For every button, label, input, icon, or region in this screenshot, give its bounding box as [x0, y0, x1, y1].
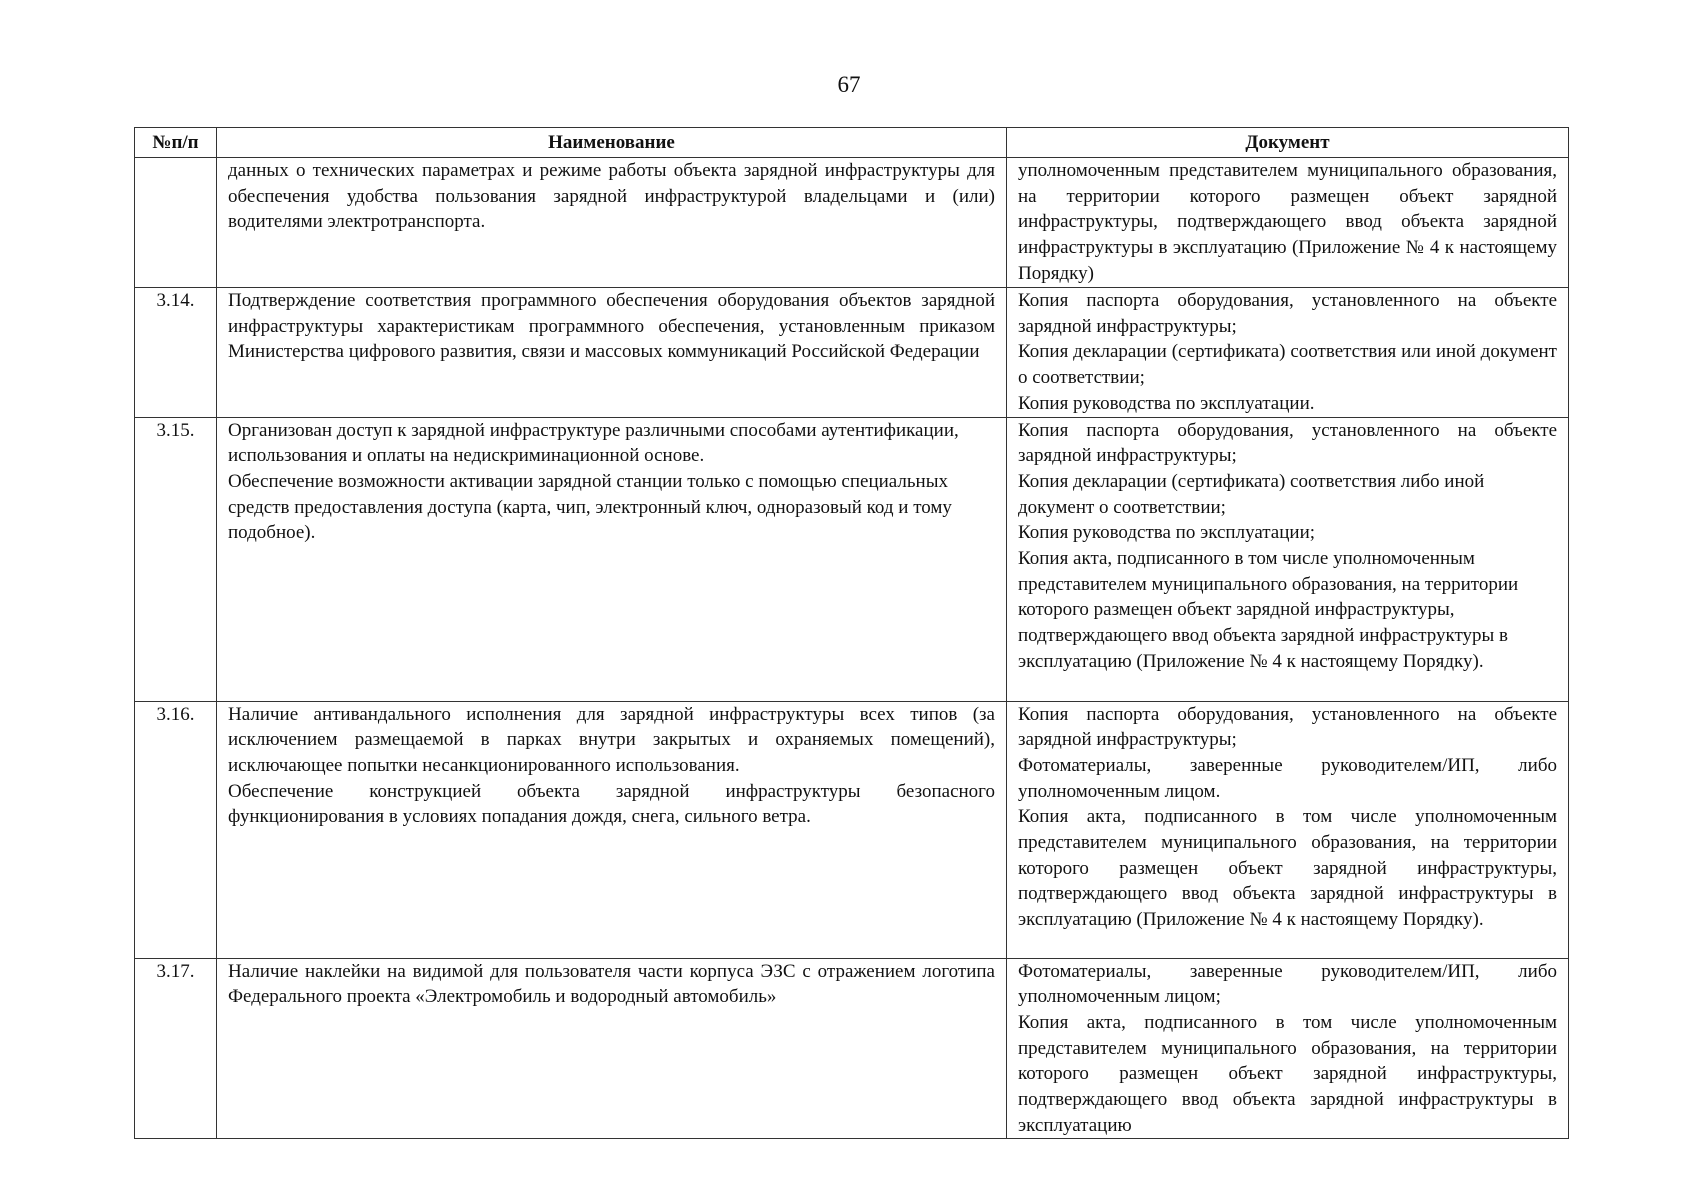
row-document-paragraph: Копия акта, подписанного в том числе уполномоченным представителем муниципального образования, на территории которого размещен объект зарядной инфраструктуры, подтверждающего ввод объекта зарядной инфраструктуры в эксплуатацию (Приложение № 4 к настоящему Порядку).: [1018, 548, 1519, 672]
table-row: [135, 417, 1569, 701]
row-name: [217, 288, 1007, 418]
row-name: [217, 158, 1007, 288]
page-number: 67: [837, 72, 861, 97]
row-name: [217, 701, 1007, 958]
row-name-paragraph: Подтверждение соответствия программного обеспечения оборудования объектов зарядной инфраструктуры характеристикам программного обеспечения, установленным приказом Министерства цифрового развития, связи и массовых коммуникаций Российской Федерации: [228, 290, 995, 363]
row-name: [217, 958, 1007, 1139]
row-document-paragraph: уполномоченным представителем муниципального образования, на территории которого размещен объект зарядной инфраструктуры, подтверждающего ввод объекта зарядной инфраструктуры в эксплуатацию (Приложение № 4 к настоящему Порядку): [1018, 160, 1557, 284]
row-name-paragraph: данных о технических параметрах и режиме работы объекта зарядной инфраструктуры для обеспечения удобства пользования зарядной инфраструктурой владельцами и (или) водителями электротранспорта.: [228, 160, 995, 233]
row-document-paragraph: Фотоматериалы, заверенные руководителем/ИП, либо уполномоченным лицом.: [1018, 754, 1557, 802]
row-document-paragraph: Копия паспорта оборудования, установленного на объекте зарядной инфраструктуры;: [1018, 419, 1557, 467]
row-number: 3.16.: [135, 701, 217, 958]
requirements-table: [134, 127, 1569, 1139]
row-number: 3.15.: [135, 417, 217, 701]
row-document-paragraph: Копия акта, подписанного в том числе уполномоченным представителем муниципального образования, на территории которого размещен объект зарядной инфраструктуры, подтверждающего ввод объекта зарядной инфраструктуры в эксплуатацию: [1018, 1011, 1557, 1136]
row-document: [1007, 958, 1569, 1139]
table-row: [135, 158, 1569, 288]
row-document-paragraph: Копия паспорта оборудования, установленного на объекте зарядной инфраструктуры;: [1018, 703, 1557, 751]
row-name-paragraph: Наличие наклейки на видимой для пользователя части корпуса ЭЗС с отражением логотипа Федерального проекта «Электромобиль и водородный автомобиль»: [228, 960, 995, 1008]
row-document-paragraph: Фотоматериалы, заверенные руководителем/ИП, либо уполномоченным лицом;: [1018, 960, 1557, 1008]
row-name-paragraph: Наличие антивандального исполнения для зарядной инфраструктуры всех типов (за исключением размещаемой в парках внутри закрытых и охраняемых помещений), исключающее попытки несанкционированного использования.: [228, 703, 995, 776]
row-document-paragraph: Копия руководства по эксплуатации;: [1018, 522, 1316, 544]
header-name: Наименование: [217, 128, 1007, 158]
row-document: [1007, 158, 1569, 288]
row-document-paragraph: Копия декларации (сертификата) соответствия или иной документ о соответствии;: [1018, 341, 1557, 389]
row-document: [1007, 701, 1569, 958]
row-document: [1007, 288, 1569, 418]
row-number: 3.17.: [135, 958, 217, 1139]
row-name: [217, 417, 1007, 701]
header-num: №п/п: [135, 128, 217, 158]
header-document: Документ: [1007, 128, 1569, 158]
table-row: [135, 288, 1569, 418]
row-name-paragraph: Обеспечение возможности активации зарядной станции только с помощью специальных средств предоставления доступа (карта, чип, электронный ключ, одноразовый код и тому подобное).: [228, 470, 952, 544]
row-document-paragraph: Копия руководства по эксплуатации.: [1018, 392, 1315, 414]
row-document-paragraph: Копия паспорта оборудования, установленного на объекте зарядной инфраструктуры;: [1018, 290, 1557, 337]
row-name-paragraph: Обеспечение конструкцией объекта зарядной инфраструктуры безопасного функционирования в условиях попадания дождя, снега, сильного ветра.: [228, 780, 995, 828]
row-document: [1007, 417, 1569, 701]
table-row: [135, 958, 1569, 1139]
row-document-paragraph: Копия декларации (сертификата) соответствия либо иной документ о соответствии;: [1018, 470, 1485, 518]
row-number: 3.14.: [135, 288, 217, 418]
table-row: [135, 701, 1569, 958]
row-number: [135, 158, 217, 288]
table-header-row: [135, 128, 1569, 158]
row-name-paragraph: Организован доступ к зарядной инфраструктуре различными способами аутентификации, использования и оплаты на недискриминационной основе.: [228, 419, 959, 467]
row-document-paragraph: Копия акта, подписанного в том числе уполномоченным представителем муниципального образования, на территории которого размещен объект зарядной инфраструктуры, подтверждающего ввод объекта зарядной инфраструктуры в эксплуатацию (Приложение № 4 к настоящему Порядку).: [1018, 806, 1557, 931]
